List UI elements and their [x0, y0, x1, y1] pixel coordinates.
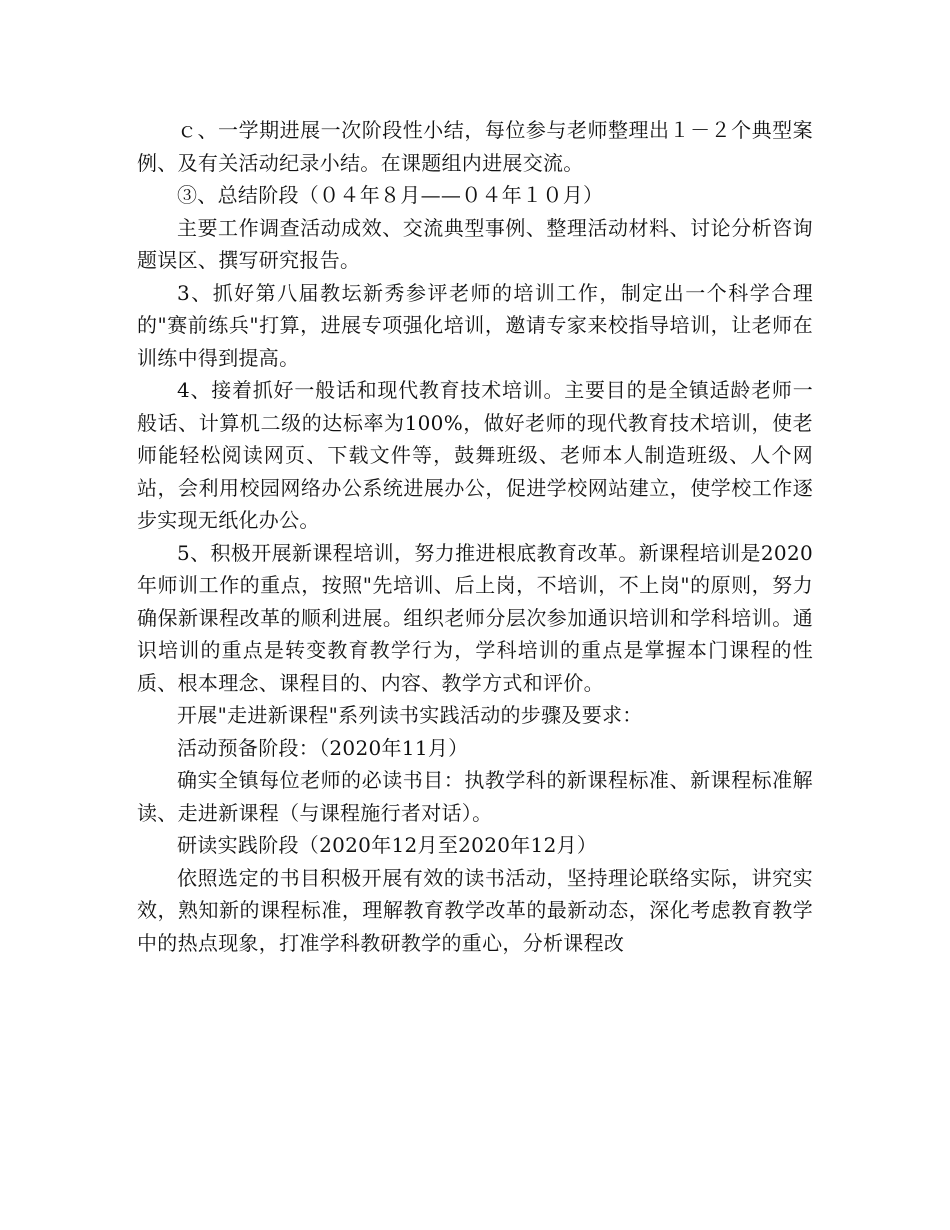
paragraph-item-4: 4、接着抓好一般话和现代教育技术培训。主要目的是全镇适龄老师一般话、计算机二级的达标率为100%，做好老师的现代教育技术培训，使老师能轻松阅读网页、下载文件等，鼓舞班级、老师本人制造班级、人个网站，会利用校园网络办公系统进展办公，促进学校网站建立，使学校工作逐步实现无纸化办公。: [137, 378, 813, 532]
paragraph-prep-stage: 活动预备阶段：（2020年11月）: [177, 735, 469, 760]
document-body: [137, 114, 813, 959]
paragraph-summary: ｃ、一学期进展一次阶段性小结，每位参与老师整理出１－２个典型案例、及有关活动纪录小结。在课题组内进展交流。: [137, 118, 813, 175]
paragraph-item-5: 5、积极开展新课程培训，努力推进根底教育改革。新课程培训是2020年师训工作的重点，按照"先培训、后上岗，不培训，不上岗"的原则，努力确保新课程改革的顺利进展。组织老师分层次参加通识培训和学科培训。通识培训的重点是转变教育教学行为，学科培训的重点是掌握本门课程的性质、根本理念、课程目的、内容、教学方式和评价。: [137, 540, 813, 695]
paragraph-book-list: 确实全镇每位老师的必读书目：执教学科的新课程标准、新课程标准解读、走进新课程（与课程施行者对话）。: [137, 768, 813, 825]
paragraph-stage-heading: ③、总结阶段（０４年８月——０４年１０月）: [177, 183, 604, 207]
paragraph-study-stage: 研读实践阶段（2020年12月至2020年12月）: [177, 833, 598, 857]
paragraph-study-details: 依照选定的书目积极开展有效的读书活动，坚持理论联络实际，讲究实效，熟知新的课程标准，理解教育教学改革的最新动态，深化考虑教育教学中的热点现象，打准学科教研教学的重心，分析课程改: [137, 865, 813, 955]
paragraph-item-3: 3、抓好第八届教坛新秀参评老师的培训工作，制定出一个科学合理的"赛前练兵"打算，进展专项强化培训，邀请专家来校指导培训，让老师在训练中得到提高。: [137, 280, 813, 370]
paragraph-main-work: 主要工作调查活动成效、交流典型事例、整理活动材料、讨论分析咨询题误区、撰写研究报告。: [137, 215, 813, 272]
paragraph-reading-steps: 开展"走进新课程"系列读书实践活动的步骤及要求：: [177, 703, 643, 727]
